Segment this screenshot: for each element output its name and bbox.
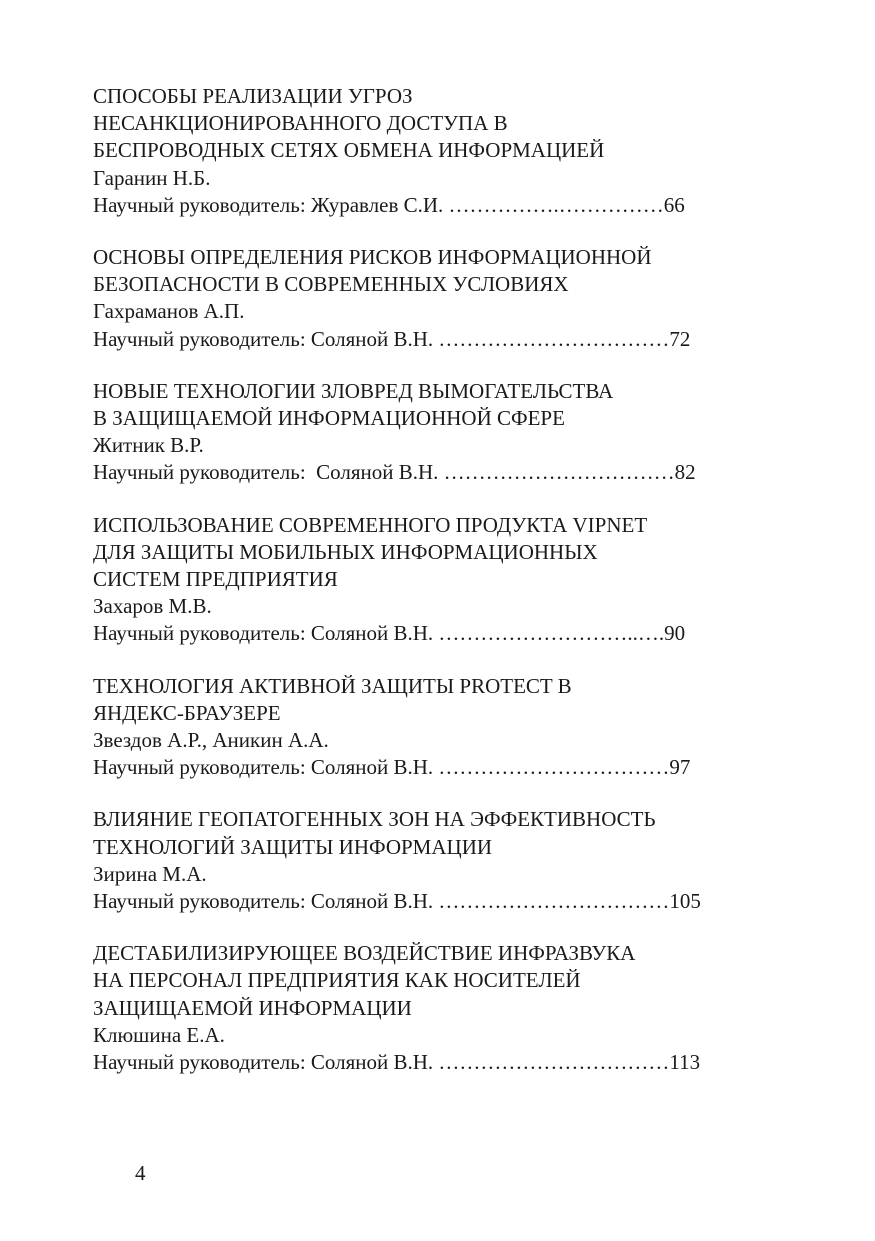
entry-title-line: НОВЫЕ ТЕХНОЛОГИИ ЗЛОВРЕД ВЫМОГАТЕЛЬСТВА: [93, 378, 614, 403]
entry-title-line: ВЛИЯНИЕ ГЕОПАТОГЕННЫХ ЗОН НА ЭФФЕКТИВНОСТЬ: [93, 807, 656, 832]
entry-title-line: ИСПОЛЬЗОВАНИЕ СОВРЕМЕННОГО ПРОДУКТА VIPNET: [93, 512, 648, 537]
toc-entry: [93, 512, 793, 648]
toc-entry: [93, 378, 793, 487]
entry-author: Гаранин Н.Б.: [93, 165, 211, 190]
entry-title-line: СИСТЕМ ПРЕДПРИЯТИЯ: [93, 567, 338, 592]
entry-supervisor-line: Научный руководитель: Соляной В.Н. ……………………………113: [93, 1050, 701, 1075]
entry-author: Захаров М.В.: [93, 594, 212, 619]
entry-supervisor-line: Научный руководитель: Соляной В.Н. ……………………………82: [93, 460, 696, 485]
table-of-contents: [93, 83, 793, 1101]
entry-title-line: ТЕХНОЛОГИЙ ЗАЩИТЫ ИНФОРМАЦИИ: [93, 834, 493, 859]
entry-title-line: НЕСАНКЦИОНИРОВАННОГО ДОСТУПА В: [93, 111, 508, 136]
entry-title-line: НА ПЕРСОНАЛ ПРЕДПРИЯТИЯ КАК НОСИТЕЛЕЙ: [93, 968, 581, 993]
entry-title-line: ДЛЯ ЗАЩИТЫ МОБИЛЬНЫХ ИНФОРМАЦИОННЫХ: [93, 539, 598, 564]
page-number: 4: [135, 1161, 146, 1185]
entry-author: Клюшина Е.А.: [93, 1022, 225, 1047]
entry-supervisor-line: Научный руководитель: Соляной В.Н. ……………………………72: [93, 326, 691, 351]
entry-author: Житник В.Р.: [93, 433, 204, 458]
toc-entry: [93, 673, 793, 782]
entry-title-line: В ЗАЩИЩАЕМОЙ ИНФОРМАЦИОННОЙ СФЕРЕ: [93, 406, 565, 431]
entry-supervisor-line: Научный руководитель: Журавлев С.И. …………….……………66: [93, 192, 685, 217]
toc-entry: [93, 244, 793, 353]
toc-entry: [93, 806, 793, 915]
entry-author: Зирина М.А.: [93, 861, 207, 886]
entry-supervisor-line: Научный руководитель: Соляной В.Н. ………………………..….90: [93, 621, 686, 646]
entry-title-line: БЕСПРОВОДНЫХ СЕТЯХ ОБМЕНА ИНФОРМАЦИЕЙ: [93, 138, 605, 163]
entry-title-line: ЗАЩИЩАЕМОЙ ИНФОРМАЦИИ: [93, 995, 412, 1020]
toc-entry: [93, 83, 793, 219]
entry-supervisor-line: Научный руководитель: Соляной В.Н. ……………………………105: [93, 889, 701, 914]
entry-title-line: БЕЗОПАСНОСТИ В СОВРЕМЕННЫХ УСЛОВИЯХ: [93, 272, 569, 297]
toc-entry: [93, 940, 793, 1076]
entry-title-line: СПОСОБЫ РЕАЛИЗАЦИИ УГРОЗ: [93, 84, 413, 108]
entry-title-line: ОСНОВЫ ОПРЕДЕЛЕНИЯ РИСКОВ ИНФОРМАЦИОННОЙ: [93, 245, 652, 270]
entry-title-line: ЯНДЕКС-БРАУЗЕРЕ: [93, 700, 281, 725]
entry-author: Гахраманов А.П.: [93, 299, 245, 324]
entry-title-line: ТЕХНОЛОГИЯ АКТИВНОЙ ЗАЩИТЫ PROTECT В: [93, 673, 572, 698]
entry-title-line: ДЕСТАБИЛИЗИРУЮЩЕЕ ВОЗДЕЙСТВИЕ ИНФРАЗВУКА: [93, 941, 636, 966]
entry-supervisor-line: Научный руководитель: Соляной В.Н. ……………………………97: [93, 755, 691, 780]
entry-author: Звездов А.Р., Аникин А.А.: [93, 728, 329, 753]
